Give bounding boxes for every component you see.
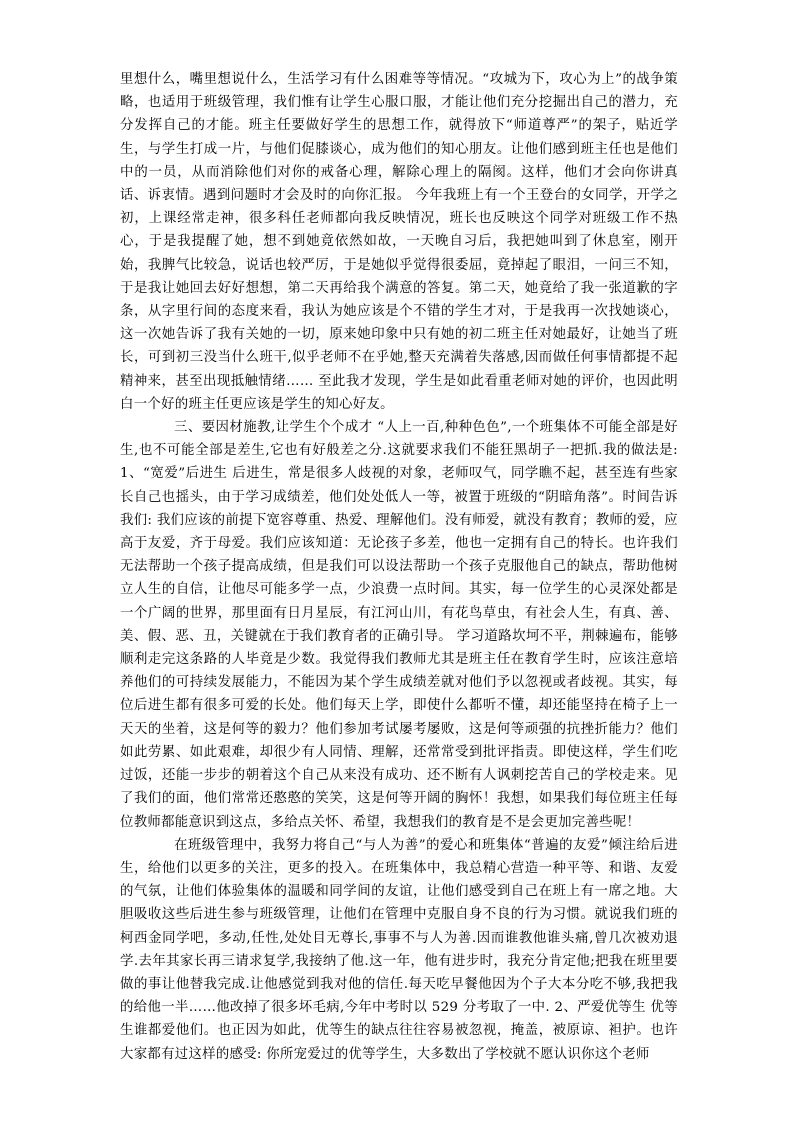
- paragraph-2: 三、要因材施教,让学生个个成才 “人上一百,种种色色”,一个班集体不可能全部是好生,也不可能全部是差生,它也有好般差之分.这就要求我们不能狂黑胡子一把抓.我的做法是: 1、“宽爱”后进生 后进生，常是很多人歧视的对象，老师叹气，同学瞧不起，甚至连有些家长自己也摇头，由于学习成绩差，他们处处低人一等，被置于班级的“阴暗角落”。时间告诉我们: 我们应该的前提下宽容尊重、热爱、理解他们。没有师爱，就没有教育；教师的爱，应高于友爱，齐于母爱。我们应该知道：无论孩子多差，他也一定拥有自己的特长。也许我们无法帮助一个孩子提高成绩，但是我们可以设法帮助一个孩子克服他自己的缺点，帮助他树立人生的自信，让他尽可能多学一点，少浪费一点时间。其实，每一位学生的心灵深处都是一个广阔的世界，那里面有日月星辰，有江河山川，有花鸟草虫，有社会人生，有真、善、美、假、恶、丑，关键就在于我们教育者的正确引导。 学习道路坎坷不平，荆棘遍布，能够顺利走完这条路的人毕竟是少数。我觉得我们教师尤其是班主任在教育学生时，应该注意培养他们的可持续发展能力，不能因为某个学生成绩差就对他们予以忽视或者歧视。其实，每位后进生都有很多可爱的长处。他们每天上学，即使什么都听不懂，却还能坚持在椅子上一天天的坐着，这是何等的毅力？他们参加考试屡考屡败，这是何等顽强的抗挫折能力？他们如此劳累、如此艰难，却很少有人同情、理解，还常常受到批评指责。即使这样，学生们吃过饭，还能一步步的朝着这个自己从来没有成功、还不断有人讽刺挖苦自己的学校走来。见了我们的面，他们常常还憨憨的笑笑，这是何等开阔的胸怀！我想，如果我们每位班主任每位教师都能意识到这点，多给点关怀、希望，我想我们的教育是不是会更加完善些呢！: [120, 420, 678, 830]
- paragraph-3: 在班级管理中，我努力将自己“与人为善”的爱心和班集体“普遍的友爱”倾注给后进生，给他们以更多的关注，更多的投入。在班集体中，我总精心营造一种平等、和谐、友爱的气氛，让他们体验集体的温暖和同学间的友谊，让他们感受到自己在班上有一席之地。大胆吸收这些后进生参与班级管理，让他们在管理中克服自身不良的行为习惯。就说我们班的柯西金同学吧，多动,任性,处处目无尊长,事事不与人为善.因而谁教他谁头痛,曾几次被劝退学.去年其家长再三请求复学,我接纳了他.这一年，他有进步时，我充分肯定他;把我在班里要做的事让他替我完成.让他感觉到我对他的信任.每天吃早餐他因为个子大本分吃不够,我把我的给他一半……他改掉了很多坏毛病,今年中考时以 529 分考取了一中. 2、严爱优等生 优等生谁都爱他们。也正因为如此，优等生的缺点往往容易被忽视，掩盖，被原谅、袒护。也许大家都有过这样的感受: 你所宠爱过的优等学生，大多数出了学校就不愿认识你这个老师: [120, 837, 678, 1062]
- document-page: [120, 68, 678, 1066]
- paragraph-1: 里想什么，嘴里想说什么，生活学习有什么困难等等情况。“攻城为下，攻心为上”的战争策略，也适用于班级管理，我们惟有让学生心服口服，才能让他们充分挖掘出自己的潜力，充分发挥自己的才能。班主任要做好学生的思想工作，就得放下“师道尊严”的架子，贴近学生，与学生打成一片，与他们促膝谈心，成为他们的知心朋友。让他们感到班主任也是他们中的一员，从而消除他们对你的戒备心理，解除心理上的隔阂。这样，他们才会向你讲真话、诉衷情。遇到问题时才会及时的向你汇报。 今年我班上有一个王登台的女同学，开学之初，上课经常走神，很多科任老师都向我反映情况，班长也反映这个同学对班级工作不热心，于是我提醒了她，想不到她竟依然如故，一天晚自习后，我把她叫到了休息室，刚开始，我脾气比较急，说话也较严厉，于是她似乎觉得很委屈，竟掉起了眼泪，一问三不知，于是我让她回去好好想想，第二天再给我个满意的答复。第二天，她竟给了我一张道歉的字条，从字里行间的态度来看，我认为她应该是个不错的学生才对，于是我再一次找她谈心，这一次她告诉了我有关她的一切，原来她印象中只有她的初二班主任对她最好，让她当了班长，可到初三没当什么班干,似乎老师不在乎她,整天充满着失落感,因而做任何事情都提不起精神来，甚至出现抵触情绪…… 至此我才发现，学生是如此看重老师对她的评价，也因此明白一个好的班主任更应该是学生的知心好友。: [120, 72, 678, 412]
